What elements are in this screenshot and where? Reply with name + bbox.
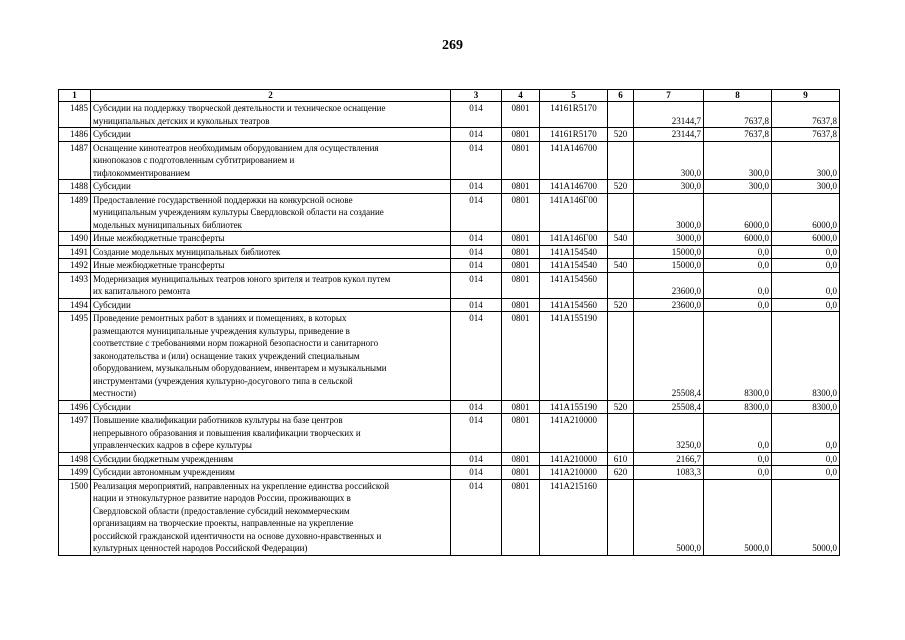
- table-row: [59, 232, 840, 246]
- row-number-cell: 1500: [59, 479, 91, 555]
- section-code-cell: 0801: [502, 452, 540, 466]
- item-name-line: Свердловской области (предоставление субсидий некоммерческим: [93, 505, 350, 516]
- section-code-cell: 0801: [502, 298, 540, 312]
- item-name-cell: [91, 102, 451, 128]
- section-code-cell: 0801: [502, 414, 540, 453]
- expense-type-cell: 610: [608, 452, 634, 466]
- table-body: [59, 102, 840, 556]
- row-number-cell: 1496: [59, 400, 91, 414]
- item-name-cell: [91, 141, 451, 180]
- amount-col7-cell: 3000,0: [634, 193, 704, 232]
- table-header-row: [59, 90, 840, 102]
- target-code-cell: 141A146Г00: [540, 232, 608, 246]
- amount-col7-cell: 300,0: [634, 180, 704, 194]
- expense-type-cell: 520: [608, 180, 634, 194]
- ministry-code-cell: 014: [451, 400, 502, 414]
- column-header: 5: [540, 90, 608, 102]
- item-name-line: оборудованием, музыкальным оборудованием, инвентарем и музыкальными: [93, 363, 387, 373]
- amount-col9-cell: 0,0: [772, 466, 840, 480]
- ministry-code-cell: 014: [451, 193, 502, 232]
- expense-type-cell: 520: [608, 128, 634, 142]
- amount-col9-cell: 0,0: [772, 298, 840, 312]
- item-name-line: Субсидии: [93, 129, 131, 139]
- item-name-line: Модернизация муниципальных театров юного зрителя и театров кукол путем: [93, 273, 391, 284]
- section-code-cell: 0801: [502, 245, 540, 259]
- ministry-code-cell: 014: [451, 466, 502, 480]
- table-row: [59, 452, 840, 466]
- ministry-code-cell: 014: [451, 245, 502, 259]
- section-code-cell: 0801: [502, 141, 540, 180]
- row-number-cell: 1492: [59, 259, 91, 273]
- ministry-code-cell: 014: [451, 272, 502, 298]
- section-code-cell: 0801: [502, 400, 540, 414]
- amount-col8-cell: 0,0: [704, 272, 772, 298]
- page-number: 269: [442, 38, 463, 53]
- table-row: [59, 466, 840, 480]
- item-name-line: Оснащение кинотеатров необходимым оборудованием для осуществления: [93, 142, 379, 153]
- target-code-cell: 141A154560: [540, 298, 608, 312]
- item-name-line: тифлокомментированием: [93, 167, 190, 178]
- ministry-code-cell: 014: [451, 312, 502, 401]
- item-name-line: Создание модельных муниципальных библиотек: [93, 246, 281, 257]
- row-number-cell: 1497: [59, 414, 91, 453]
- item-name-cell: [91, 452, 451, 466]
- item-name-line: Повышение квалификации работников культуры на базе центров: [93, 415, 343, 425]
- item-name-cell: [91, 232, 451, 246]
- item-name-line: российской гражданской идентичности на основе духовно-нравственных и: [93, 530, 382, 541]
- section-code-cell: 0801: [502, 479, 540, 555]
- column-header: 2: [91, 90, 451, 102]
- item-name-cell: [91, 479, 451, 555]
- column-header: 9: [772, 90, 840, 102]
- expense-type-cell: 620: [608, 466, 634, 480]
- ministry-code-cell: 014: [451, 141, 502, 180]
- expense-type-cell: 540: [608, 259, 634, 273]
- item-name-line: Субсидии: [93, 181, 131, 191]
- column-header: 6: [608, 90, 634, 102]
- table-row: [59, 102, 840, 128]
- target-code-cell: 141A154560: [540, 272, 608, 298]
- expense-type-cell: [608, 193, 634, 232]
- section-code-cell: 0801: [502, 259, 540, 273]
- expense-type-cell: [608, 102, 634, 128]
- item-name-line: муниципальным учреждениям культуры Свердловской области на создание: [93, 207, 384, 217]
- target-code-cell: 141A210000: [540, 466, 608, 480]
- item-name-line: Иные межбюджетные трансферты: [93, 260, 225, 270]
- amount-col7-cell: 23144,7: [634, 102, 704, 128]
- item-name-line: Предоставление государственной поддержки на конкурсной основе: [93, 194, 353, 205]
- amount-col7-cell: 3000,0: [634, 232, 704, 246]
- expense-type-cell: [608, 272, 634, 298]
- expense-type-cell: [608, 312, 634, 401]
- amount-col9-cell: 0,0: [772, 272, 840, 298]
- row-number-cell: 1491: [59, 245, 91, 259]
- item-name-line: размещаются муниципальные учреждения культуры, приведение в: [93, 325, 350, 336]
- ministry-code-cell: 014: [451, 259, 502, 273]
- item-name-line: Субсидии автономным учреждениям: [93, 467, 235, 477]
- column-header: 3: [451, 90, 502, 102]
- item-name-line: Проведение ремонтных работ в зданиях и помещениях, в которых: [93, 313, 347, 323]
- item-name-line: модельных муниципальных библиотек: [93, 219, 243, 230]
- amount-col7-cell: 3250,0: [634, 414, 704, 453]
- table-row: [59, 479, 840, 555]
- amount-col8-cell: 5000,0: [704, 479, 772, 555]
- item-name-line: непрерывного образования и повышения квалификации творческих и: [93, 427, 361, 438]
- expense-type-cell: 520: [608, 400, 634, 414]
- target-code-cell: 141A155190: [540, 400, 608, 414]
- item-name-cell: [91, 193, 451, 232]
- amount-col9-cell: 0,0: [772, 259, 840, 273]
- amount-col8-cell: 300,0: [704, 141, 772, 180]
- amount-col8-cell: 6000,0: [704, 193, 772, 232]
- amount-col9-cell: 6000,0: [772, 193, 840, 232]
- table-row: [59, 414, 840, 453]
- amount-col7-cell: 23600,0: [634, 298, 704, 312]
- item-name-cell: [91, 259, 451, 273]
- table-row: [59, 193, 840, 232]
- ministry-code-cell: 014: [451, 479, 502, 555]
- item-name-line: Субсидии: [93, 401, 131, 412]
- item-name-line: Субсидии бюджетным учреждениям: [93, 453, 234, 464]
- column-header: 7: [634, 90, 704, 102]
- row-number-cell: 1493: [59, 272, 91, 298]
- amount-col7-cell: 5000,0: [634, 479, 704, 555]
- item-name-cell: [91, 466, 451, 480]
- expense-type-cell: 520: [608, 298, 634, 312]
- expense-type-cell: 540: [608, 232, 634, 246]
- table-row: [59, 400, 840, 414]
- ministry-code-cell: 014: [451, 102, 502, 128]
- item-name-line: культурных ценностей народов Российской Федерации): [93, 543, 308, 553]
- row-number-cell: 1495: [59, 312, 91, 401]
- target-code-cell: 141A215160: [540, 479, 608, 555]
- item-name-line: нации и этнокультурное развитие народов России, проживающих в: [93, 493, 351, 503]
- amount-col8-cell: 8300,0: [704, 312, 772, 401]
- amount-col9-cell: 0,0: [772, 452, 840, 466]
- amount-col9-cell: 300,0: [772, 141, 840, 180]
- target-code-cell: 141A146700: [540, 180, 608, 194]
- amount-col7-cell: 2166,7: [634, 452, 704, 466]
- table-row: [59, 245, 840, 259]
- amount-col7-cell: 23600,0: [634, 272, 704, 298]
- column-header: 4: [502, 90, 540, 102]
- amount-col7-cell: 25508,4: [634, 312, 704, 401]
- item-name-cell: [91, 312, 451, 401]
- item-name-line: законодательства и (или) оснащение таких учреждений специальным: [93, 350, 360, 361]
- amount-col9-cell: 8300,0: [772, 400, 840, 414]
- section-code-cell: 0801: [502, 102, 540, 128]
- section-code-cell: 0801: [502, 128, 540, 142]
- amount-col8-cell: 0,0: [704, 452, 772, 466]
- target-code-cell: 14161R5170: [540, 128, 608, 142]
- item-name-line: инструментами (учреждения культурно-досугового типа в сельской: [93, 375, 353, 386]
- table-row: [59, 180, 840, 194]
- item-name-line: управленческих кадров в сфере культуры: [93, 440, 252, 450]
- table-row: [59, 259, 840, 273]
- amount-col8-cell: 0,0: [704, 466, 772, 480]
- item-name-line: Субсидии: [93, 299, 131, 310]
- amount-col9-cell: 7637,8: [772, 128, 840, 142]
- amount-col9-cell: 8300,0: [772, 312, 840, 401]
- ministry-code-cell: 014: [451, 128, 502, 142]
- item-name-cell: [91, 414, 451, 453]
- item-name-line: организациям на творческие проекты, направленные на укрепление: [93, 518, 354, 528]
- column-header: 8: [704, 90, 772, 102]
- row-number-cell: 1498: [59, 452, 91, 466]
- amount-col8-cell: 8300,0: [704, 400, 772, 414]
- row-number-cell: 1499: [59, 466, 91, 480]
- item-name-line: кинопоказов с подготовленным субтитрированием и: [93, 155, 295, 165]
- item-name-line: муниципальных детских и кукольных театров: [93, 115, 270, 126]
- item-name-cell: [91, 245, 451, 259]
- table-row: [59, 298, 840, 312]
- target-code-cell: 141A146700: [540, 141, 608, 180]
- ministry-code-cell: 014: [451, 232, 502, 246]
- section-code-cell: 0801: [502, 232, 540, 246]
- amount-col8-cell: 6000,0: [704, 232, 772, 246]
- budget-table: [58, 89, 840, 556]
- amount-col9-cell: 7637,8: [772, 102, 840, 128]
- amount-col7-cell: 15000,0: [634, 245, 704, 259]
- table-row: [59, 128, 840, 142]
- table-row: [59, 141, 840, 180]
- amount-col8-cell: 0,0: [704, 245, 772, 259]
- amount-col9-cell: 5000,0: [772, 479, 840, 555]
- amount-col9-cell: 0,0: [772, 245, 840, 259]
- item-name-line: Реализация мероприятий, направленных на укрепление единства российской: [93, 480, 390, 491]
- row-number-cell: 1490: [59, 232, 91, 246]
- ministry-code-cell: 014: [451, 298, 502, 312]
- section-code-cell: 0801: [502, 466, 540, 480]
- expense-type-cell: [608, 245, 634, 259]
- amount-col8-cell: 300,0: [704, 180, 772, 194]
- item-name-cell: [91, 298, 451, 312]
- table-row: [59, 272, 840, 298]
- row-number-cell: 1486: [59, 128, 91, 142]
- row-number-cell: 1485: [59, 102, 91, 128]
- amount-col9-cell: 300,0: [772, 180, 840, 194]
- item-name-cell: [91, 180, 451, 194]
- target-code-cell: 141A154540: [540, 259, 608, 273]
- target-code-cell: 141A155190: [540, 312, 608, 401]
- target-code-cell: 141A210000: [540, 452, 608, 466]
- amount-col8-cell: 7637,8: [704, 128, 772, 142]
- section-code-cell: 0801: [502, 180, 540, 194]
- amount-col8-cell: 7637,8: [704, 102, 772, 128]
- row-number-cell: 1487: [59, 141, 91, 180]
- amount-col8-cell: 0,0: [704, 298, 772, 312]
- target-code-cell: 14161R5170: [540, 102, 608, 128]
- item-name-cell: [91, 400, 451, 414]
- amount-col8-cell: 0,0: [704, 414, 772, 453]
- target-code-cell: 141A210000: [540, 414, 608, 453]
- ministry-code-cell: 014: [451, 452, 502, 466]
- column-header: 1: [59, 90, 91, 102]
- row-number-cell: 1488: [59, 180, 91, 194]
- table-row: [59, 312, 840, 401]
- row-number-cell: 1494: [59, 298, 91, 312]
- amount-col9-cell: 6000,0: [772, 232, 840, 246]
- amount-col7-cell: 25508,4: [634, 400, 704, 414]
- section-code-cell: 0801: [502, 312, 540, 401]
- section-code-cell: 0801: [502, 272, 540, 298]
- target-code-cell: 141A154540: [540, 245, 608, 259]
- item-name-cell: [91, 128, 451, 142]
- amount-col7-cell: 23144,7: [634, 128, 704, 142]
- item-name-line: их капитального ремонта: [93, 286, 191, 296]
- item-name-line: Иные межбюджетные трансферты: [93, 233, 225, 243]
- ministry-code-cell: 014: [451, 180, 502, 194]
- target-code-cell: 141A146Г00: [540, 193, 608, 232]
- expense-type-cell: [608, 479, 634, 555]
- ministry-code-cell: 014: [451, 414, 502, 453]
- amount-col7-cell: 300,0: [634, 141, 704, 180]
- item-name-line: соответствие с требованиями норм пожарной безопасности и санитарного: [93, 338, 379, 348]
- amount-col8-cell: 0,0: [704, 259, 772, 273]
- row-number-cell: 1489: [59, 193, 91, 232]
- expense-type-cell: [608, 414, 634, 453]
- item-name-cell: [91, 272, 451, 298]
- item-name-line: Субсидии на поддержку творческой деятельности и техническое оснащение: [93, 103, 386, 113]
- amount-col9-cell: 0,0: [772, 414, 840, 453]
- amount-col7-cell: 15000,0: [634, 259, 704, 273]
- amount-col7-cell: 1083,3: [634, 466, 704, 480]
- section-code-cell: 0801: [502, 193, 540, 232]
- expense-type-cell: [608, 141, 634, 180]
- item-name-line: местности): [93, 388, 137, 398]
